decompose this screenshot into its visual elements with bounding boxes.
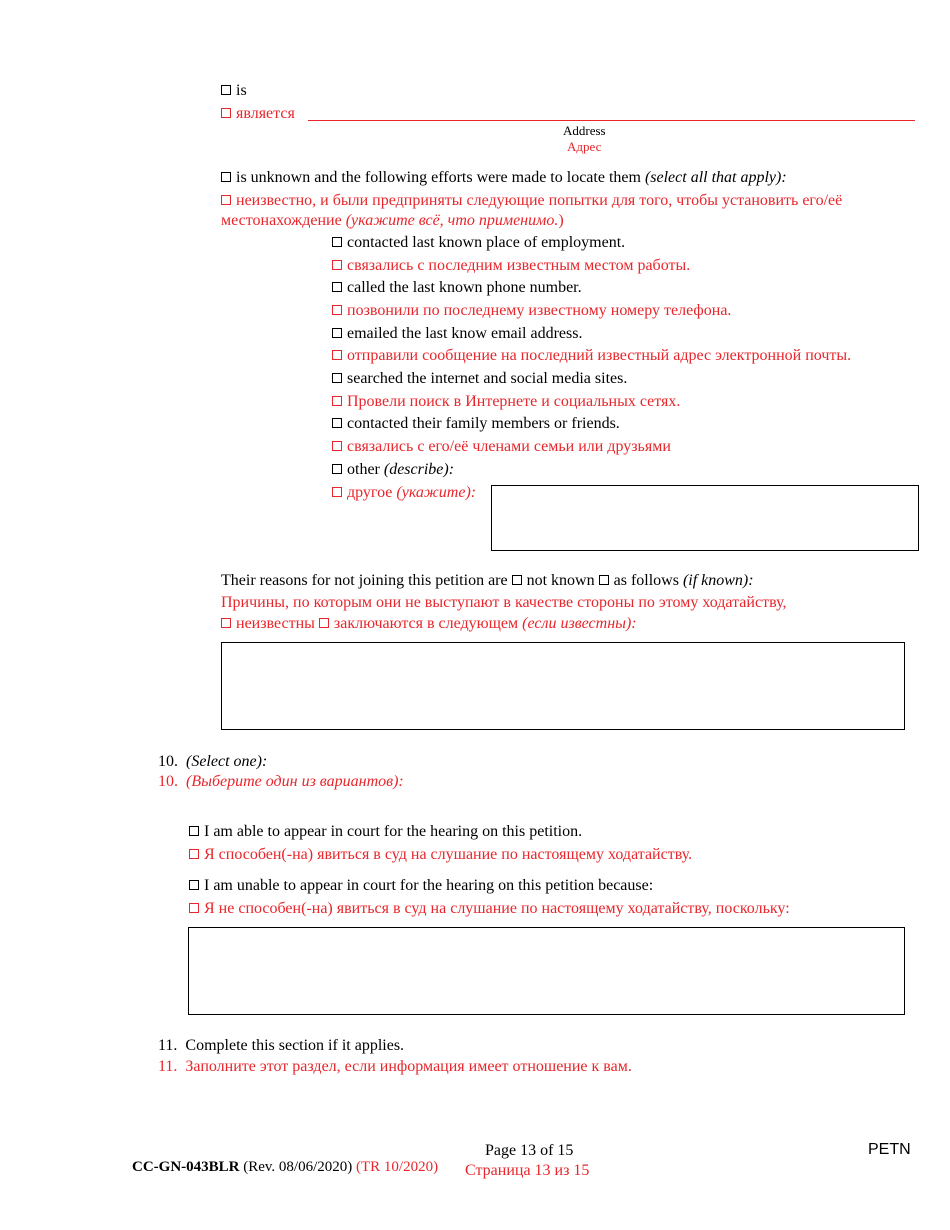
unknown-option-ru-line1: неизвестно, и были предприняты следующие попытки для того, чтобы установить его/её bbox=[221, 191, 842, 210]
is-checkbox-ru[interactable] bbox=[221, 108, 231, 118]
effort-item: searched the internet and social media sites. bbox=[332, 369, 627, 388]
able-option: I am able to appear in court for the hearing on this petition. bbox=[189, 822, 582, 841]
page-number: Page 13 of 15 bbox=[485, 1142, 574, 1159]
reasons-as-follows-checkbox-ru[interactable] bbox=[319, 618, 329, 628]
effort-item: called the last known phone number. bbox=[332, 278, 582, 297]
reasons-line-en: Their reasons for not joining this petition are not known as follows (if known): bbox=[221, 572, 754, 589]
unknown-checkbox[interactable] bbox=[221, 172, 231, 182]
reasons-line-ru1: Причины, по которым они не выступают в качестве стороны по этому ходатайству, bbox=[221, 594, 787, 611]
reasons-line-ru2: неизвестны заключаются в следующем (если известны): bbox=[221, 614, 637, 633]
form-code: PETN bbox=[868, 1141, 911, 1158]
unable-option: I am unable to appear in court for the hearing on this petition because: bbox=[189, 876, 653, 895]
unable-checkbox[interactable] bbox=[189, 880, 199, 890]
reasons-unknown-checkbox-ru[interactable] bbox=[221, 618, 231, 628]
effort-item-ru: связались с его/её членами семьи или друзьями bbox=[332, 437, 671, 456]
unable-reason-box[interactable] bbox=[188, 927, 905, 1015]
other-description-box[interactable] bbox=[491, 485, 919, 551]
effort-item-ru: связались с последним известным местом работы. bbox=[332, 256, 690, 275]
item10-heading-ru: 10. (Выберите один из вариантов): bbox=[158, 773, 404, 790]
form-revision: (Rev. 08/06/2020) bbox=[243, 1159, 353, 1175]
unable-option-ru: Я не способен(-на) явиться в суд на слушание по настоящему ходатайству, поскольку: bbox=[189, 899, 790, 918]
translation-revision: (TR 10/2020) bbox=[356, 1159, 439, 1175]
effort-checkbox-ru[interactable] bbox=[332, 396, 342, 406]
effort-checkbox[interactable] bbox=[332, 418, 342, 428]
reasons-description-box[interactable] bbox=[221, 642, 905, 730]
item11-heading: 11. Complete this section if it applies. bbox=[158, 1037, 405, 1054]
effort-checkbox-ru[interactable] bbox=[332, 260, 342, 270]
effort-item-ru: позвонили по последнему известному номеру телефона. bbox=[332, 301, 731, 320]
able-checkbox-ru[interactable] bbox=[189, 849, 199, 859]
able-option-ru: Я способен(-на) явиться в суд на слушание по настоящему ходатайству. bbox=[189, 845, 692, 864]
form-id: CC-GN-043BLR bbox=[132, 1159, 240, 1175]
effort-checkbox-ru[interactable] bbox=[332, 350, 342, 360]
effort-checkbox-ru[interactable] bbox=[332, 305, 342, 315]
effort-item: contacted their family members or friends. bbox=[332, 414, 620, 433]
effort-item: emailed the last know email address. bbox=[332, 324, 582, 343]
address-label-ru: Адрес bbox=[567, 139, 602, 154]
unable-checkbox-ru[interactable] bbox=[189, 903, 199, 913]
item11-heading-ru: 11. Заполните этот раздел, если информация имеет отношение к вам. bbox=[158, 1058, 632, 1075]
effort-checkbox[interactable] bbox=[332, 328, 342, 338]
able-checkbox[interactable] bbox=[189, 826, 199, 836]
other-checkbox[interactable] bbox=[332, 464, 342, 474]
is-option-ru: является bbox=[221, 104, 295, 123]
effort-checkbox[interactable] bbox=[332, 237, 342, 247]
effort-checkbox-ru[interactable] bbox=[332, 441, 342, 451]
reasons-as-follows-checkbox[interactable] bbox=[599, 575, 609, 585]
other-option-ru: другое (укажите): bbox=[332, 483, 476, 502]
unknown-checkbox-ru[interactable] bbox=[221, 195, 231, 205]
effort-checkbox[interactable] bbox=[332, 373, 342, 383]
is-option: is bbox=[221, 81, 247, 100]
is-checkbox[interactable] bbox=[221, 85, 231, 95]
address-input-line[interactable] bbox=[308, 120, 915, 121]
effort-item: contacted last known place of employment. bbox=[332, 233, 625, 252]
other-option: other (describe): bbox=[332, 460, 454, 479]
other-checkbox-ru[interactable] bbox=[332, 487, 342, 497]
effort-checkbox[interactable] bbox=[332, 282, 342, 292]
effort-item-ru: отправили сообщение на последний известный адрес электронной почты. bbox=[332, 346, 851, 365]
item10-heading: 10. (Select one): bbox=[158, 753, 268, 770]
unknown-option: is unknown and the following efforts were made to locate them (select all that apply): bbox=[221, 168, 787, 187]
address-label: Address bbox=[563, 123, 606, 138]
reasons-not-known-checkbox[interactable] bbox=[512, 575, 522, 585]
unknown-option-ru-line2: местонахождение (укажите всё, что применимо.) bbox=[221, 212, 564, 229]
effort-item-ru: Провели поиск в Интернете и социальных сетях. bbox=[332, 392, 680, 411]
form-id-line bbox=[132, 1158, 438, 1176]
page-number-ru: Страница 13 из 15 bbox=[465, 1162, 590, 1179]
